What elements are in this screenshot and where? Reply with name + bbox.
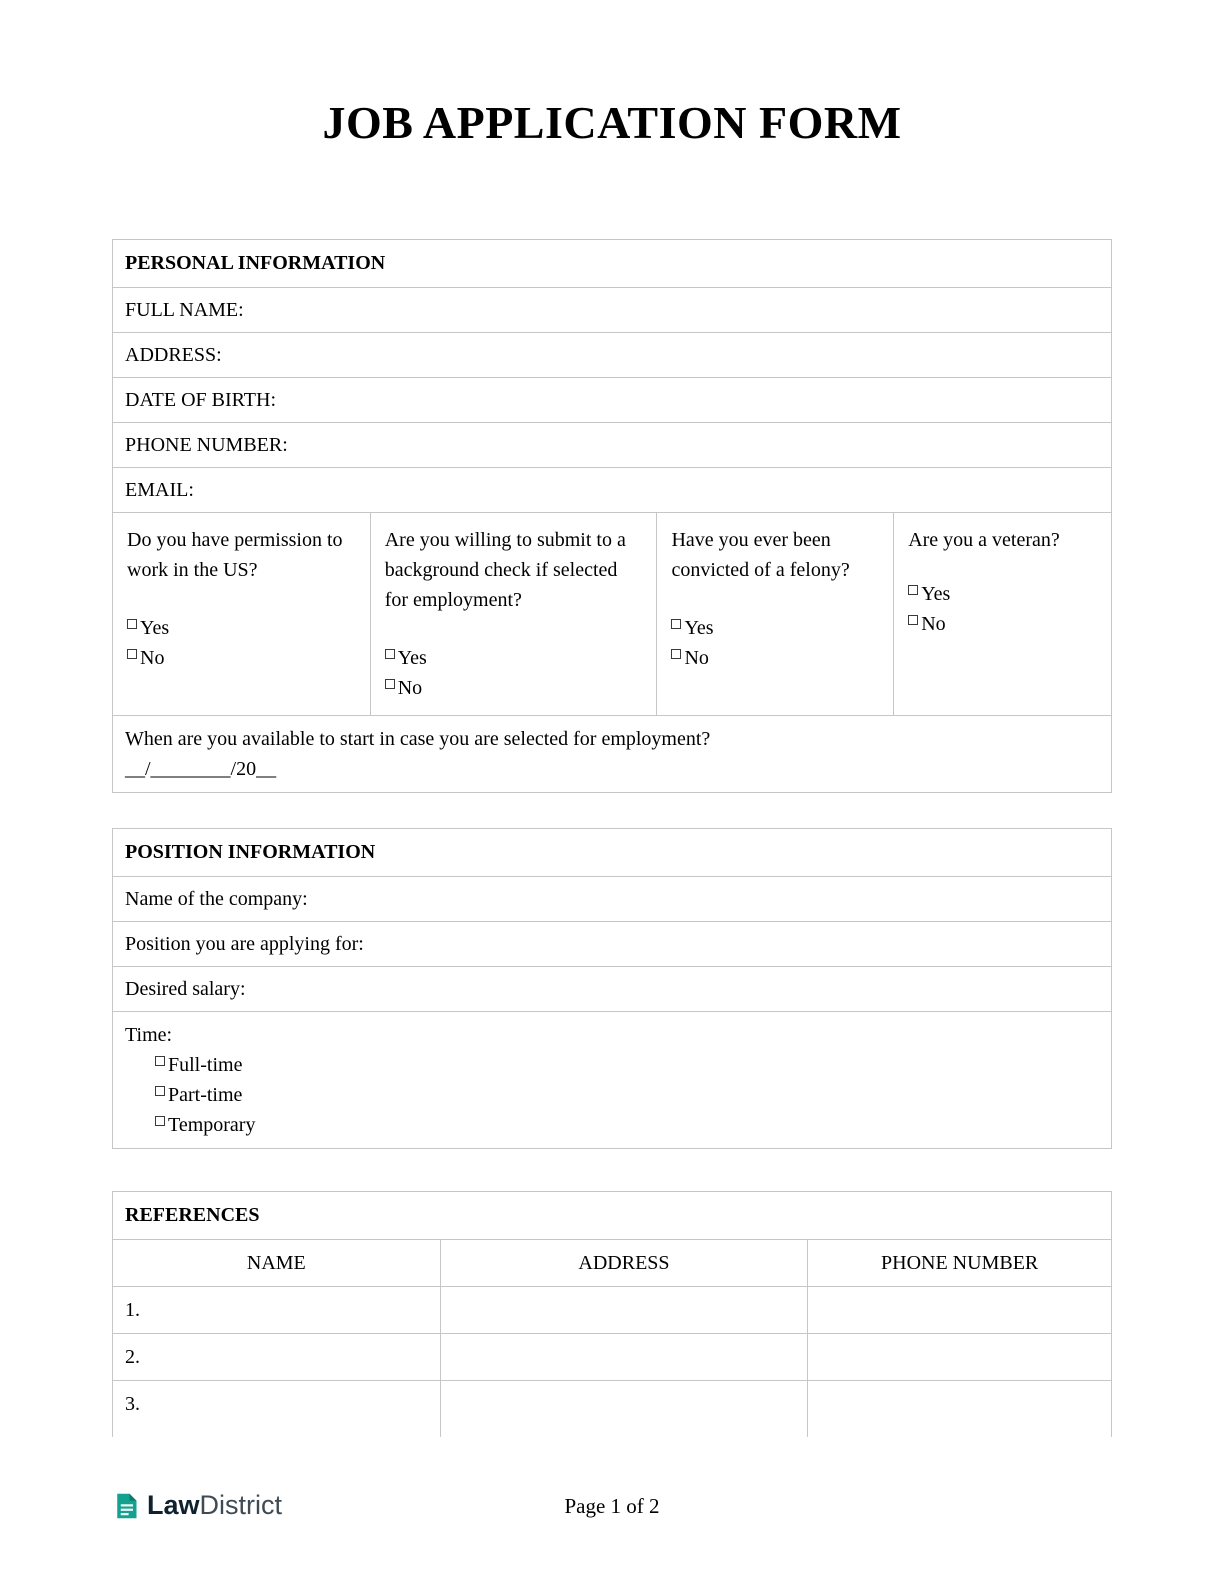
background-check-cell	[370, 513, 657, 716]
reference-row-1	[113, 1287, 1112, 1334]
time-cell	[113, 1012, 1112, 1149]
veteran-yes-label: Yes	[921, 583, 951, 605]
reference-2-address-cell[interactable]	[440, 1334, 808, 1381]
background-check-yes-checkbox[interactable]	[385, 649, 395, 659]
work-permission-yes-checkbox[interactable]	[127, 619, 137, 629]
reference-1-name-cell[interactable]	[113, 1287, 441, 1334]
reference-row-3	[113, 1381, 1112, 1437]
phone-number-label: PHONE NUMBER:	[125, 433, 288, 456]
full-name-label: FULL NAME:	[125, 298, 244, 321]
references-col-address: ADDRESS	[440, 1240, 808, 1287]
position-info-header: POSITION INFORMATION	[113, 829, 1112, 877]
position-applied-label: Position you are applying for:	[125, 932, 364, 955]
work-permission-no-checkbox[interactable]	[127, 649, 137, 659]
email-label: EMAIL:	[125, 478, 194, 501]
veteran-cell	[894, 513, 1112, 716]
address-label: ADDRESS:	[125, 343, 222, 366]
part-time-label: Part-time	[168, 1084, 243, 1106]
temporary-checkbox[interactable]	[155, 1116, 165, 1126]
email-field[interactable]	[113, 468, 1112, 513]
felony-question: Have you ever been convicted of a felony?	[671, 529, 850, 581]
logo-text-district: District	[199, 1490, 283, 1520]
temporary-label: Temporary	[168, 1114, 256, 1136]
address-field[interactable]	[113, 333, 1112, 378]
reference-3-name-cell[interactable]	[113, 1381, 441, 1437]
logo-text-law: Law	[147, 1490, 200, 1520]
reference-2-phone-cell[interactable]	[808, 1334, 1112, 1381]
availability-question: When are you available to start in case you are selected for employment?	[125, 728, 711, 750]
date-of-birth-label: DATE OF BIRTH:	[125, 388, 277, 411]
reference-3-address-cell[interactable]	[440, 1381, 808, 1437]
company-name-field[interactable]	[113, 877, 1112, 922]
felony-no-checkbox[interactable]	[671, 649, 681, 659]
full-time-label: Full-time	[168, 1054, 243, 1076]
felony-yes-checkbox[interactable]	[671, 619, 681, 629]
work-permission-cell	[113, 513, 371, 716]
felony-yes-label: Yes	[684, 617, 714, 639]
phone-number-field[interactable]	[113, 423, 1112, 468]
references-col-name: NAME	[113, 1240, 441, 1287]
reference-1-address-cell[interactable]	[440, 1287, 808, 1334]
reference-2-name-cell[interactable]	[113, 1334, 441, 1381]
veteran-question: Are you a veteran?	[908, 529, 1060, 551]
background-check-no-label: No	[397, 677, 423, 699]
reference-1-number: 1.	[125, 1298, 140, 1321]
work-permission-yes-label: Yes	[140, 617, 170, 639]
reference-3-phone-cell[interactable]	[808, 1381, 1112, 1437]
reference-row-2	[113, 1334, 1112, 1381]
full-time-checkbox[interactable]	[155, 1056, 165, 1066]
work-permission-no-label: No	[140, 647, 165, 669]
felony-no-label: No	[684, 647, 709, 669]
part-time-checkbox[interactable]	[155, 1086, 165, 1096]
personal-information-table	[112, 239, 1112, 793]
background-check-question: Are you willing to submit to a background check if selected for employment?	[384, 529, 626, 611]
page-footer	[112, 1490, 1112, 1524]
position-applied-field[interactable]	[113, 922, 1112, 967]
page-indicator: Page 1 of 2	[564, 1494, 660, 1518]
veteran-yes-checkbox[interactable]	[908, 585, 918, 595]
veteran-no-checkbox[interactable]	[908, 615, 918, 625]
background-check-no-checkbox[interactable]	[385, 679, 395, 689]
felony-cell	[657, 513, 894, 716]
position-information-table	[112, 828, 1112, 1149]
background-check-yes-label: Yes	[397, 647, 427, 669]
desired-salary-field[interactable]	[113, 967, 1112, 1012]
time-label: Time:	[125, 1024, 173, 1046]
references-col-phone: PHONE NUMBER	[808, 1240, 1112, 1287]
desired-salary-label: Desired salary:	[125, 977, 246, 1000]
reference-1-phone-cell[interactable]	[808, 1287, 1112, 1334]
full-name-field[interactable]	[113, 288, 1112, 333]
references-header: REFERENCES	[113, 1192, 1112, 1240]
personal-info-header: PERSONAL INFORMATION	[113, 240, 1112, 288]
references-table	[112, 1191, 1112, 1437]
work-permission-question: Do you have permission to work in the US?	[127, 529, 343, 581]
reference-2-number: 2.	[125, 1345, 140, 1368]
company-name-label: Name of the company:	[125, 887, 308, 910]
date-of-birth-field[interactable]	[113, 378, 1112, 423]
availability-field[interactable]	[113, 716, 1112, 793]
veteran-no-label: No	[921, 613, 946, 635]
page-title: JOB APPLICATION FORM	[322, 97, 902, 148]
reference-3-number: 3.	[125, 1393, 140, 1415]
availability-answer-line: __/________/20__	[125, 758, 277, 780]
